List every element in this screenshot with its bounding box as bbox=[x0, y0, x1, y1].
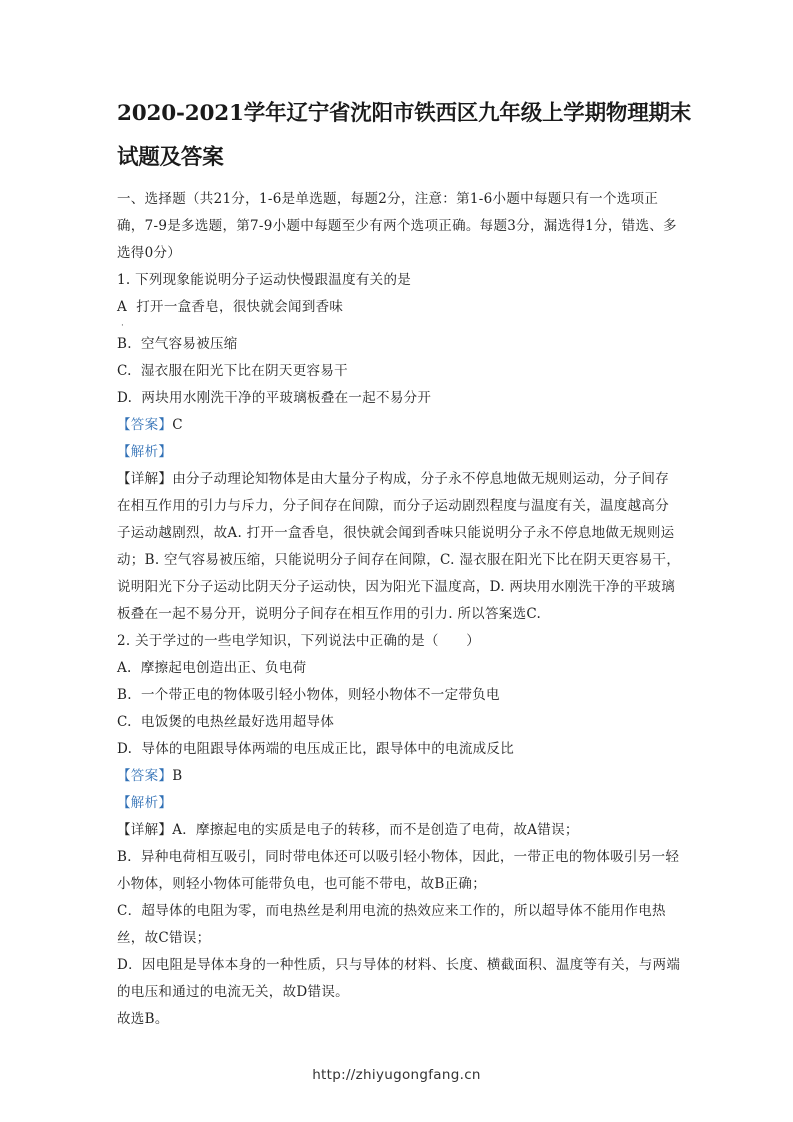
detail-tag: 【详解】 bbox=[117, 822, 173, 838]
question-1-analysis-tag: 【解析】 bbox=[117, 444, 173, 460]
title-line-1: 2020-2021学年辽宁省沈阳市铁西区九年级上学期物理期末 bbox=[117, 101, 692, 126]
question-2-option-c: C. 电饭煲的电热丝最好选用超导体 bbox=[117, 714, 335, 730]
question-1-answer bbox=[117, 412, 682, 439]
question-1-detail bbox=[117, 466, 682, 628]
answer-value: B bbox=[172, 768, 183, 784]
question-2-analysis-tag: 【解析】 bbox=[117, 795, 173, 811]
answer-tag: 【答案】 bbox=[117, 417, 173, 433]
question-2-detail-c: C．超导体的电阻为零，而电热丝是利用电流的热效应来工作的，所以超导体不能用作电热丝，故C错误； bbox=[117, 903, 666, 946]
section-header: 一、选择题（共21分，1-6是单选题，每题2分，注意：第1-6小题中每题只有一个选项正确，7-9是多选题，第7-9小题中每题至少有两个选项正确。每题3分，漏选得1分，错选、多选得0分） bbox=[117, 191, 677, 261]
document-body bbox=[117, 92, 692, 1033]
question-2-option-a: A. 摩擦起电创造出正、负电荷 bbox=[117, 660, 307, 676]
question-2-stem: 2. 关于学过的一些电学知识，下列说法中正确的是（ ） bbox=[117, 633, 481, 649]
stray-mark: · bbox=[121, 321, 124, 331]
title-line-2: 试题及答案 bbox=[117, 145, 224, 170]
question-2-option-d: D. 导体的电阻跟导体两端的电压成正比，跟导体中的电流成反比 bbox=[117, 741, 515, 757]
question-2-detail-d: D．因电阻是导体本身的一种性质，只与导体的材料、长度、横截面积、温度等有关，与两端的电压和通过的电流无关，故D错误。 bbox=[117, 957, 681, 1000]
question-2-conclusion: 故选B。 bbox=[117, 1011, 169, 1027]
question-1-option-a: A 打开一盒香皂，很快就会闻到香味 bbox=[117, 299, 344, 315]
question-1-option-c: C. 湿衣服在阳光下比在阴天更容易干 bbox=[117, 363, 348, 379]
question-1-option-d: D. 两块用水刚洗干净的平玻璃板叠在一起不易分开 bbox=[117, 390, 432, 406]
question-2-detail-a bbox=[117, 817, 682, 844]
detail-tag: 【详解】 bbox=[117, 471, 173, 487]
question-1-option-b: B. 空气容易被压缩 bbox=[117, 336, 238, 352]
answer-value: C bbox=[172, 417, 183, 433]
document-title bbox=[117, 92, 692, 180]
answer-tag: 【答案】 bbox=[117, 768, 173, 784]
question-2-detail-b: B．异种电荷相互吸引，同时带电体还可以吸引轻小物体，因此，一带正电的物体吸引另一轻小物体，则轻小物体可能带负电，也可能不带电，故B正确； bbox=[117, 849, 680, 892]
question-1-stem: 1. 下列现象能说明分子运动快慢跟温度有关的是 bbox=[117, 272, 412, 288]
question-2-answer bbox=[117, 763, 682, 790]
footer-url: http://zhiyugongfang.cn bbox=[312, 1067, 481, 1083]
question-2-option-b: B. 一个带正电的物体吸引轻小物体，则轻小物体不一定带负电 bbox=[117, 687, 500, 703]
detail-text: 由分子动理论知物体是由大量分子构成，分子永不停息地做无规则运动，分子间存在相互作用的引力与斥力，分子间存在间隙，而分子运动剧烈程度与温度有关，温度越高分子运动越剧烈，故A. 打开一盒香皂，很快就会闻到香味只能说明分子永不停息地做无规则运动；B. 空气容易被压缩，只能说明分子间存在间隙，C. 湿衣服在阳光下比在阴天更容易干，说明阳光下分子运动比阴天分子运动快，因为阳光下温度高，D. 两块用水刚洗干净的平玻璃板叠在一起不易分开，说明分子间存在相互作用的引力. 所以答案选C. bbox=[117, 471, 681, 622]
detail-text: A．摩擦起电的实质是电子的转移，而不是创造了电荷，故A错误； bbox=[172, 822, 579, 838]
